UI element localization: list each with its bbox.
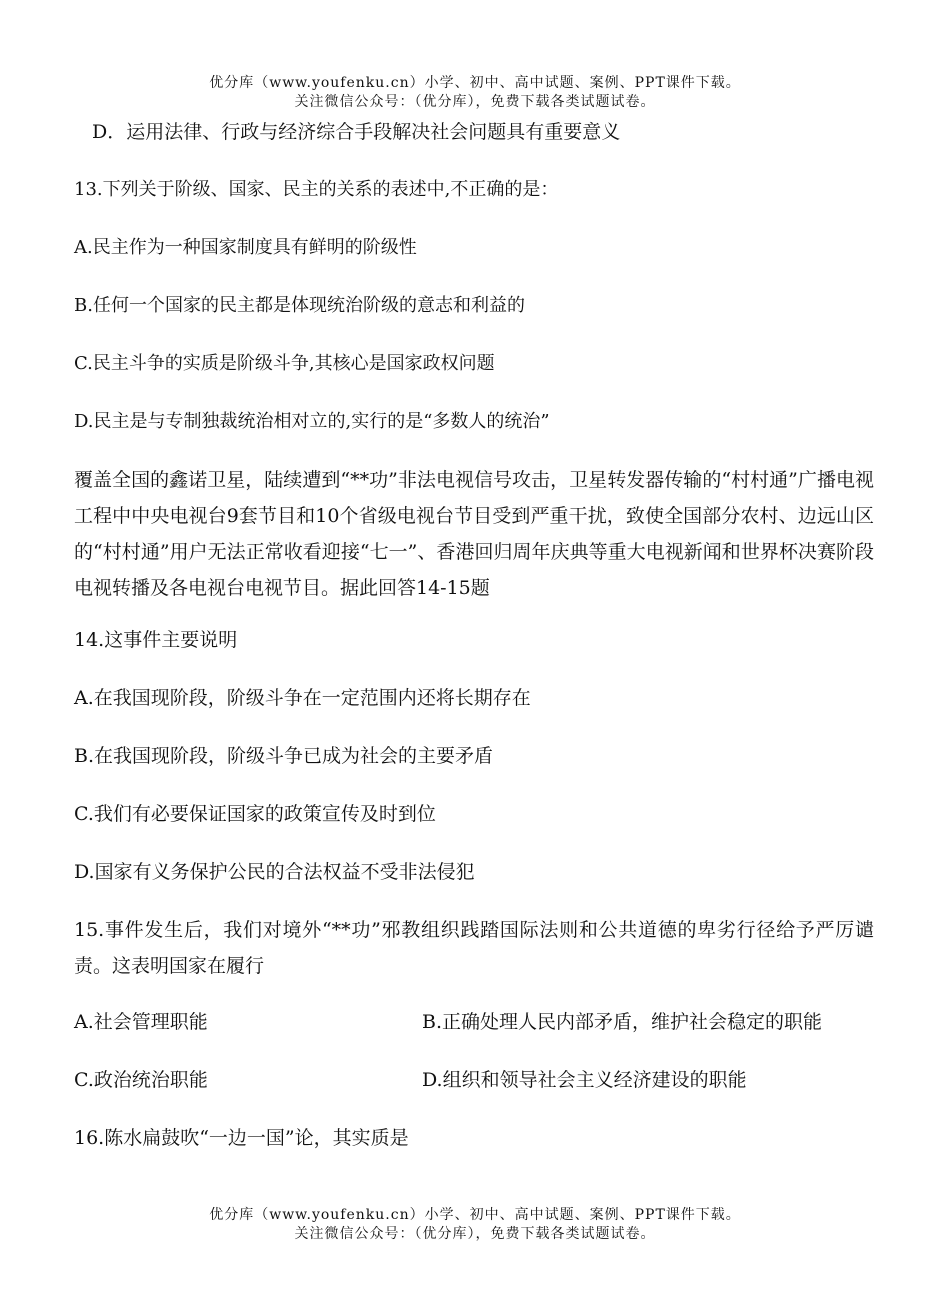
q13-option-d: D.民主是与专制独裁统治相对立的,实行的是“多数人的统治” (74, 411, 550, 432)
q15-stem: 15.事件发生后，我们对境外“**功”邪教组织践踏国际法则和公共道德的卑劣行径给予严厉谴责。这表明国家在履行 (74, 919, 874, 977)
header-line-2: 关注微信公众号：（优分库），免费下载各类试题试卷。 (294, 94, 656, 110)
q14-option-b: B.在我国现阶段，阶级斗争已成为社会的主要矛盾 (74, 745, 494, 767)
q15-option-d: D.组织和领导社会主义经济建设的职能 (422, 1069, 747, 1091)
q12-option-d: D．运用法律、行政与经济综合手段解决社会问题具有重要意义 (92, 121, 621, 143)
q13-stem: 13.下列关于阶级、国家、民主的关系的表述中,不正确的是： (74, 179, 559, 200)
material-paragraph: 覆盖全国的鑫诺卫星，陆续遭到“**功”非法电视信号攻击，卫星转发器传输的“村村通”广播电视工程中中央电视台9套节目和10个省级电视台节目受到严重干扰，致使全国部分农村、边远山区的“村村通”用户无法正常收看迎接“七一”、香港回归周年庆典等重大电视新闻和世界杯决赛阶段电视转播及各电视台电视节目。据此回答14-15题 (74, 469, 874, 599)
q15-option-c: C.政治统治职能 (74, 1069, 208, 1091)
q13-option-c: C.民主斗争的实质是阶级斗争,其核心是国家政权问题 (74, 353, 495, 374)
page-header (0, 74, 950, 112)
q14-option-d: D.国家有义务保护公民的合法权益不受非法侵犯 (74, 861, 475, 883)
q14-option-c: C.我们有必要保证国家的政策宣传及时到位 (74, 803, 436, 825)
q14-option-a: A.在我国现阶段，阶级斗争在一定范围内还将长期存在 (74, 687, 531, 709)
footer-line-1: 优分库（www.youfenku.cn）小学、初中、高中试题、案例、PPT课件下载。 (209, 1207, 741, 1223)
q15-option-a: A.社会管理职能 (74, 1011, 208, 1033)
header-line-1: 优分库（www.youfenku.cn）小学、初中、高中试题、案例、PPT课件下载。 (209, 75, 741, 91)
q16-stem: 16.陈水扁鼓吹“一边一国”论，其实质是 (74, 1127, 409, 1149)
footer-line-2: 关注微信公众号：（优分库），免费下载各类试题试卷。 (294, 1226, 656, 1242)
page-footer (0, 1206, 950, 1244)
q13-option-a: A.民主作为一种国家制度具有鲜明的阶级性 (74, 237, 417, 258)
q15-option-b: B.正确处理人民内部矛盾，维护社会稳定的职能 (422, 1011, 823, 1033)
q14-stem: 14.这事件主要说明 (74, 629, 238, 651)
q13-option-b: B.任何一个国家的民主都是体现统治阶级的意志和利益的 (74, 295, 525, 316)
